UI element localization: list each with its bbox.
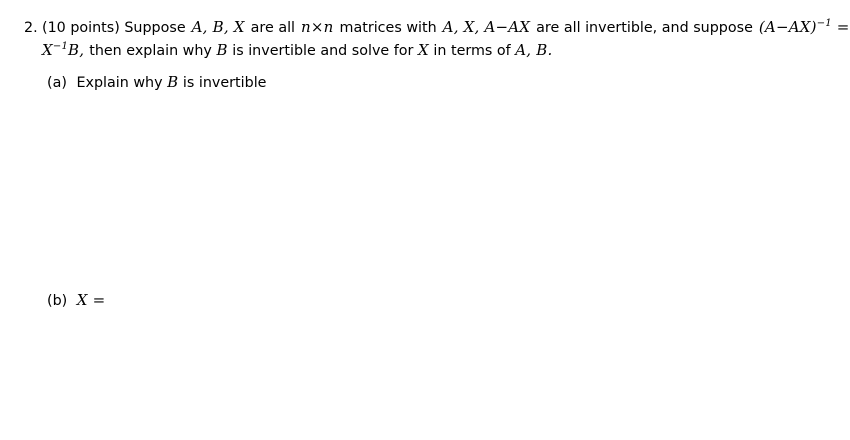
part-a-math-b: B — [167, 73, 179, 91]
problem-text-part-4: are all invertible, and suppose — [536, 20, 753, 36]
problem-statement — [24, 16, 850, 62]
problem-line-1 — [24, 16, 850, 39]
math-n-by-n: n×n — [301, 18, 334, 36]
math-xinv-b — [42, 41, 89, 59]
part-a-text-2: is invertible — [182, 75, 267, 91]
part-a-label: (a) — [47, 75, 67, 91]
math-x: X — [42, 41, 53, 59]
math-inverse-base: (A−AX) — [758, 18, 817, 36]
part-b — [47, 289, 105, 312]
part-a — [47, 71, 266, 94]
math-equals: = — [831, 18, 850, 36]
math-b: B — [216, 41, 228, 59]
problem-text-part-1: (10 points) Suppose — [42, 20, 186, 36]
part-b-math-x-equals: X = — [76, 291, 106, 309]
problem-text-part-7: in terms of — [433, 43, 511, 59]
math-a-b: A, B. — [515, 41, 553, 59]
problem-text-part-3: matrices with — [339, 20, 437, 36]
math-inverse-expression — [759, 16, 850, 38]
problem-text-part-2: are all — [250, 20, 296, 36]
math-b-comma: B, — [68, 41, 85, 59]
math-inverse-exponent: −1 — [816, 18, 832, 29]
math-x-inverse-exponent: −1 — [52, 41, 69, 52]
math-invertible-list: A, X, A−AX — [442, 18, 531, 36]
problem-line-2 — [24, 39, 732, 62]
math-matrices-abx: A, B, X — [191, 18, 245, 36]
problem-text-part-6: is invertible and solve for — [232, 43, 414, 59]
math-x-target: X — [417, 41, 429, 59]
part-a-text: Explain why — [76, 75, 163, 91]
problem-number: 2. — [24, 20, 38, 36]
problem-text-part-5: then explain why — [89, 43, 212, 59]
part-b-label: (b) — [47, 293, 68, 309]
